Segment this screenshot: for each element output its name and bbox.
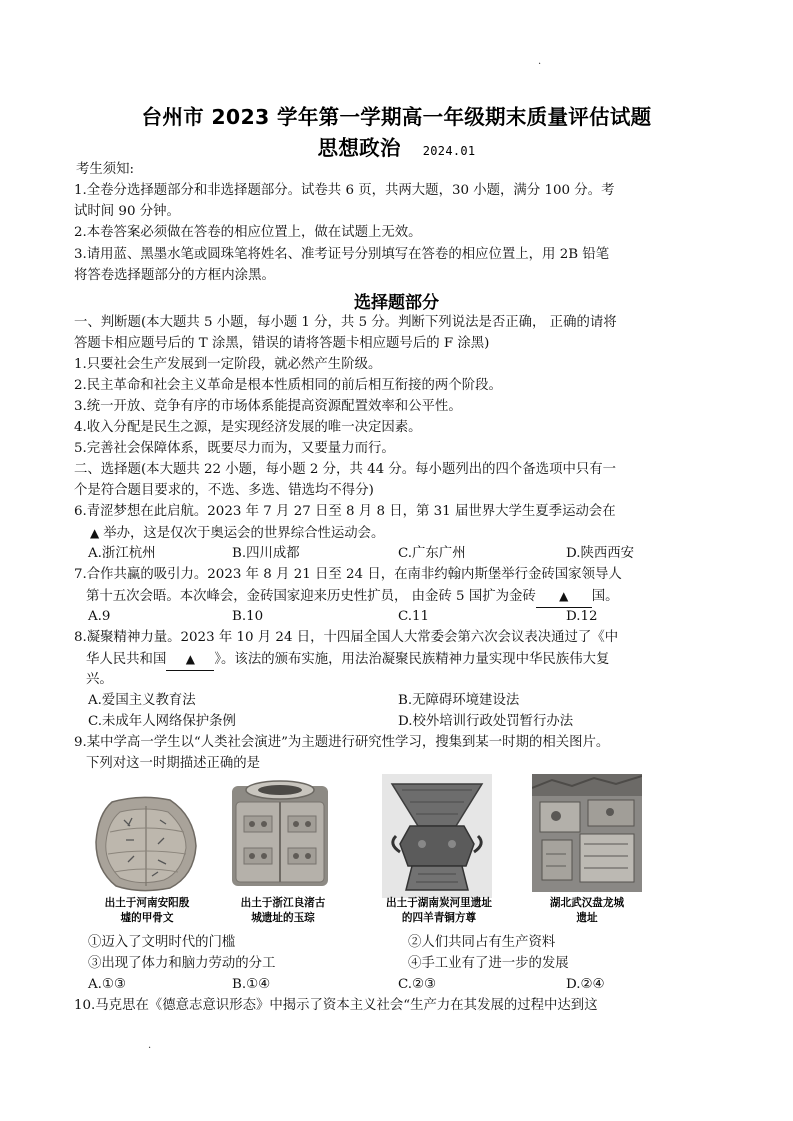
section-title: 选择题部分 [354,293,439,313]
q7-option-a: A.9 [88,609,111,624]
q9-statement-3: ③出现了体力和脑力劳动的分工 [88,956,276,971]
q8-stem-end: 兴。 [86,672,113,687]
q6-stem-cont [86,523,746,544]
q9-stem-cont: 下列对这一时期描述正确的是 [86,756,261,771]
subject-name: 思想政治 [317,136,401,160]
part2-intro: 二、选择题(本大题共 22 小题，每小题 2 分，共 44 分。每小题列出的四个备选项中只有一 [74,462,617,477]
figure-caption-3 [366,896,512,926]
q9-statement-1: ①迈入了文明时代的门槛 [88,935,236,950]
caption-line: 城遗址的玉琮 [251,912,315,924]
figure-caption-1 [84,896,210,926]
scan-dot: . [538,56,542,67]
q9-statement-4: ④手工业有了进一步的发展 [408,956,569,971]
judge-question-3: 3.统一开放、竞争有序的市场体系能提高资源配置效率和公平性。 [74,399,462,414]
q8-option-a: A.爱国主义教育法 [88,693,196,708]
q6-stem-text: 举办，这是仅次于奥运会的世界综合性运动会。 [103,526,385,541]
part1-intro-cont: 答题卡相应题号后的 T 涂黑，错误的请将答题卡相应题号后的 F 涂黑) [74,336,490,351]
q9-option-a: A.①③ [88,977,126,992]
q10-stem: 10.马克思在《德意志意识形态》中揭示了资本主义社会“生产力在其发展的过程中达到这 [74,998,598,1013]
q8-option-d: D.校外培训行政处罚暂行办法 [398,714,574,729]
q8-stem-tail: 》。该法的颁布实施，用法治凝聚民族精神力量实现中华民族伟大复 [214,652,610,667]
q7-stem-cont [86,586,746,608]
q9-stem: 9.某中学高一学生以“人类社会演进”为主题进行研究性学习，搜集到某一时期的相关图片。 [74,735,610,750]
exam-date: 2024.01 [422,144,476,158]
q9-option-b: B.①④ [232,977,271,992]
q6-stem: 6.青涩梦想在此启航。2023 年 7 月 27 日至 8 月 8 日，第 31 届世界大学生夏季运动会在 [74,504,616,519]
q7-stem-text: 第十五次会晤。本次峰会，金砖国家迎来历史性扩员， 由金砖 5 国扩为金砖 [86,589,536,604]
judge-question-1: 1.只要社会生产发展到一定阶段，就必然产生阶级。 [74,357,382,372]
judge-question-4: 4.收入分配是民生之源，是实现经济发展的唯一决定因素。 [74,420,422,435]
caption-line: 的四羊青铜方尊 [401,912,477,924]
notice-item-3-cont: 将答卷选择题部分的方框内涂黑。 [74,268,275,283]
blank-triangle-icon: ▲ [559,589,569,603]
q6-option-c: C.广东广州 [398,546,466,561]
q8-blank [166,649,214,671]
q8-option-b: B.无障碍环境建设法 [398,693,520,708]
jade-cong-image [222,776,338,894]
q7-option-b: B.10 [232,609,264,624]
figure-caption-2 [222,896,344,926]
judge-question-2: 2.民主革命和社会主义革命是根本性质相同的前后相互衔接的两个阶段。 [74,378,502,393]
blank-triangle-icon: ▲ [185,652,195,666]
q9-option-c: C.②③ [398,977,437,992]
caption-line: 出土于湖南炭河里遗址 [386,897,492,909]
q8-option-c: C.未成年人网络保护条例 [88,714,236,729]
q9-statement-2: ②人们共同占有生产资料 [408,935,556,950]
caption-line: 湖北武汉盘龙城 [549,897,625,909]
judge-question-5: 5.完善社会保障体系，既要尽力而为，又要量力而行。 [74,441,395,456]
q6-option-b: B.四川成都 [232,546,300,561]
part2-intro-cont: 个是符合题目要求的，不选、多选、错选均不得分) [74,483,374,498]
notice-heading: 考生须知: [76,162,135,177]
q6-option-d: D.陕西西安 [566,546,635,561]
q7-option-d: D.12 [566,609,598,624]
caption-line: 墟的甲骨文 [120,912,174,924]
page-title: 台州市 2023 学年第一学期高一年级期末质量评估试题 [141,105,652,129]
notice-item-3: 3.请用蓝、黑墨水笔或圆珠笔将姓名、准考证号分别填写在答卷的相应位置上，用 2B 铅笔 [74,247,610,262]
panlongcheng-site-image [532,774,642,892]
q7-stem-tail: 国。 [591,589,619,604]
q6-option-a: A.浙江杭州 [88,546,156,561]
q8-stem-text: 华人民共和国 [86,652,167,667]
notice-item-1: 1.全卷分选择题部分和非选择题部分。试卷共 6 页，共两大题，30 小题，满分 100 分。考 [74,183,615,198]
caption-line: 出土于浙江良渚古 [240,897,326,909]
blank-triangle-icon: ▲ [90,526,100,540]
q7-stem: 7.合作共赢的吸引力。2023 年 8 月 21 日至 24 日，在南非约翰内斯堡举行金砖国家领导人 [74,567,622,582]
bronze-zun-image [382,774,492,898]
part1-intro: 一、判断题(本大题共 5 小题，每小题 1 分，共 5 分。判断下列说法是否正确， 正确的请将 [74,315,617,330]
q7-blank [536,586,592,608]
notice-item-2: 2.本卷答案必须做在答卷的相应位置上，做在试题上无效。 [74,225,422,240]
figure-caption-4 [522,896,652,926]
notice-item-1-cont: 试时间 90 分钟。 [74,204,180,219]
caption-line: 出土于河南安阳殷 [104,897,190,909]
oracle-bone-image [90,792,202,894]
q9-option-d: D.②④ [566,977,605,992]
q8-stem-cont [86,649,746,671]
q7-option-c: C.11 [398,609,430,624]
q8-stem: 8.凝聚精神力量。2023 年 10 月 24 日，十四届全国人大常委会第六次会议表决通过了《中 [74,630,619,645]
scan-dot: . [148,1040,152,1051]
subject-line [0,131,793,161]
caption-line: 遗址 [576,912,598,924]
